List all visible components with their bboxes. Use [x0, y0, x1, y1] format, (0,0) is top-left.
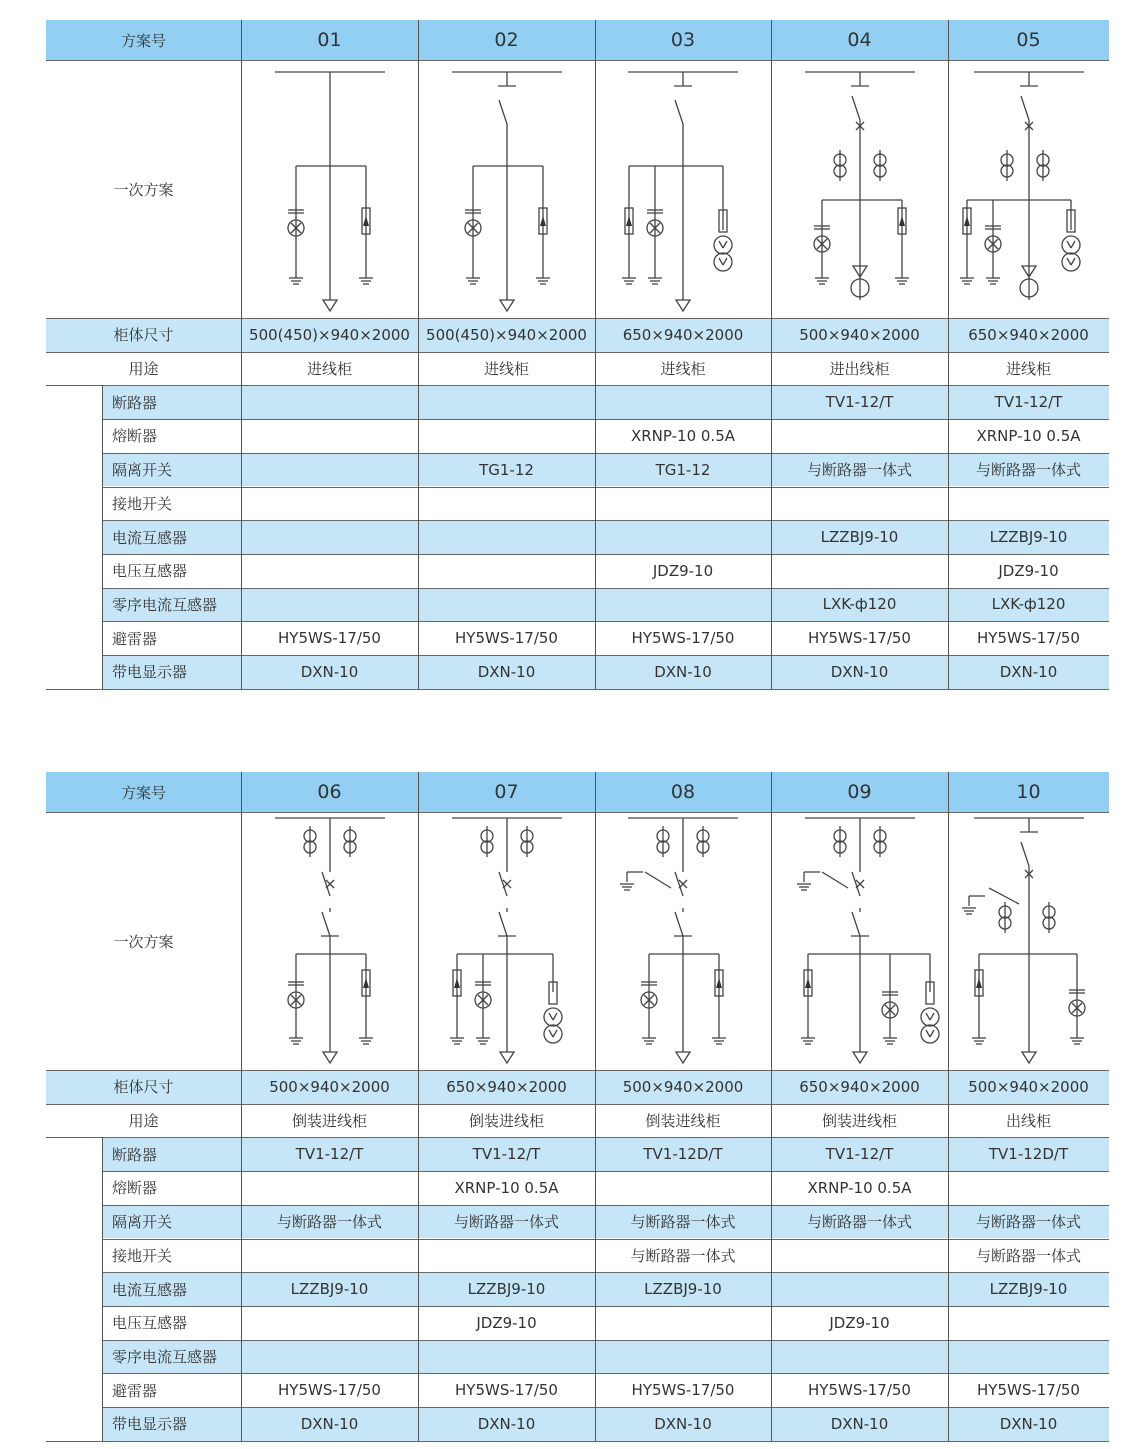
component-value: HY5WS-17/50 — [455, 1381, 558, 1400]
component-value: HY5WS-17/50 — [631, 1381, 735, 1400]
usage-value: 倒装进线柜 — [468, 1112, 544, 1131]
component-row — [102, 588, 1109, 622]
component-label: 带电显示器 — [112, 1415, 188, 1434]
component-row — [102, 453, 1109, 487]
component-value: 与断路器一体式 — [975, 461, 1081, 480]
component-value: LZZBJ9-10 — [989, 528, 1068, 547]
current-transformer-symbol — [344, 826, 356, 857]
scheme-number: 09 — [847, 781, 872, 803]
component-value — [241, 520, 418, 554]
ground-icon — [986, 278, 1000, 284]
scheme-number: 04 — [847, 29, 872, 51]
component-value: 与断路器一体式 — [806, 461, 912, 480]
current-transformer-symbol — [304, 826, 316, 857]
cabinet-size: 650×940×2000 — [446, 1077, 567, 1096]
ground-icon — [536, 278, 550, 284]
current-transformer-symbol — [834, 826, 846, 857]
disconnector-symbol — [499, 872, 507, 896]
plug-contact-symbol — [674, 72, 692, 86]
plug-contact-symbol — [851, 72, 869, 86]
component-value: HY5WS-17/50 — [278, 1381, 381, 1400]
component-row — [46, 419, 1109, 453]
component-label: 零序电流互感器 — [112, 1347, 218, 1366]
component-label: 电压互感器 — [112, 1314, 188, 1333]
component-label: 隔离开关 — [112, 1213, 173, 1232]
ground-icon — [642, 1038, 656, 1044]
current-transformer-symbol — [1037, 150, 1049, 181]
component-value: TV1-12/T — [472, 1145, 541, 1164]
component-value: LZZBJ9-10 — [820, 528, 899, 547]
usage-value: 进线柜 — [483, 360, 529, 379]
grid-line — [102, 487, 1109, 488]
ground-icon — [801, 1038, 815, 1044]
grid-line — [46, 1441, 1109, 1442]
ground-icon — [466, 278, 480, 284]
component-row — [46, 554, 1109, 588]
component-row — [102, 1272, 1109, 1306]
plug-contact-symbol — [1020, 818, 1038, 832]
earthing-switch-symbol — [804, 872, 848, 888]
component-row — [102, 1205, 1109, 1239]
earthing-switch-symbol — [969, 888, 1019, 906]
breaker-cross-symbol — [679, 880, 687, 888]
primary-scheme-diagram — [948, 812, 1109, 1070]
ground-icon — [450, 1038, 464, 1044]
component-value: DXN-10 — [300, 662, 359, 681]
primary-scheme-diagram — [418, 60, 595, 318]
component-value: TV1-12/T — [825, 393, 894, 412]
component-value — [595, 520, 771, 554]
cabinet-size: 500×940×2000 — [799, 325, 920, 344]
disconnector-symbol — [675, 100, 683, 124]
component-value: 与断路器一体式 — [806, 1213, 912, 1232]
component-value — [595, 1340, 771, 1374]
primary-scheme-label: 一次方案 — [113, 180, 174, 199]
isolator-symbol — [675, 912, 683, 936]
component-value — [241, 554, 418, 588]
component-value: LZZBJ9-10 — [290, 1280, 369, 1299]
ground-icon — [289, 278, 303, 284]
grid-line — [102, 588, 1109, 589]
usage-label: 用途 — [128, 360, 159, 379]
component-value — [418, 487, 595, 521]
component-value: 与断路器一体式 — [276, 1213, 382, 1232]
ground-icon — [797, 884, 811, 890]
component-value — [771, 554, 948, 588]
component-value — [595, 1306, 771, 1340]
component-value: DXN-10 — [477, 662, 536, 681]
component-row — [102, 520, 1109, 554]
current-transformer-symbol — [481, 826, 493, 857]
isolator-symbol — [499, 912, 507, 936]
component-value: LZZBJ9-10 — [644, 1280, 722, 1299]
grid-line — [102, 1272, 1109, 1273]
usage-row — [46, 1104, 1109, 1138]
component-value — [418, 588, 595, 622]
component-value: 与断路器一体式 — [630, 1246, 736, 1265]
component-value: JDZ9-10 — [998, 561, 1059, 580]
component-row — [102, 1137, 1109, 1171]
ground-icon — [648, 278, 662, 284]
cabinet-size: 500×940×2000 — [622, 1077, 744, 1096]
ground-icon — [895, 278, 909, 284]
current-transformer-symbol — [874, 150, 886, 181]
component-value: HY5WS-17/50 — [631, 629, 735, 648]
disconnector-symbol — [499, 100, 507, 124]
component-row — [46, 487, 1109, 521]
usage-value: 出线柜 — [1005, 1112, 1051, 1131]
usage-value: 倒装进线柜 — [645, 1112, 721, 1131]
grid-line — [46, 318, 1109, 319]
component-value — [418, 419, 595, 453]
component-value — [595, 385, 771, 419]
component-value: 与断路器一体式 — [630, 1213, 736, 1232]
cabinet-size: 500(450)×940×2000 — [249, 325, 410, 344]
component-value: DXN-10 — [830, 662, 889, 681]
component-value — [771, 487, 948, 521]
ground-icon — [476, 1038, 490, 1044]
cabinet-size: 650×940×2000 — [799, 1077, 920, 1096]
component-label: 零序电流互感器 — [112, 595, 218, 614]
usage-value: 进线柜 — [1005, 360, 1051, 379]
component-value: DXN-10 — [654, 1414, 712, 1433]
isolator-symbol — [852, 912, 860, 936]
ground-icon — [815, 278, 829, 284]
component-value: DXN-10 — [300, 1414, 359, 1433]
grid-line — [102, 1205, 1109, 1206]
usage-row — [46, 352, 1109, 386]
component-value: HY5WS-17/50 — [455, 629, 558, 648]
voltage-transformer-symbol — [714, 236, 732, 271]
disconnector-symbol — [852, 872, 860, 896]
grid-line — [102, 554, 1109, 555]
primary-scheme-diagram — [241, 812, 418, 1070]
grid-line — [46, 1137, 1109, 1138]
ground-icon — [620, 884, 634, 890]
component-value: TV1-12/T — [825, 1145, 894, 1164]
grid-line — [102, 655, 1109, 656]
usage-value: 倒装进线柜 — [821, 1112, 897, 1131]
component-value — [241, 385, 418, 419]
component-row — [102, 1340, 1109, 1374]
current-transformer-symbol — [697, 826, 709, 857]
current-transformer-symbol — [874, 826, 886, 857]
current-transformer-symbol — [999, 902, 1011, 933]
component-value: DXN-10 — [654, 662, 712, 681]
ground-icon — [962, 908, 976, 914]
disconnector-symbol — [852, 96, 860, 120]
grid-line — [102, 385, 103, 688]
grid-line — [102, 1137, 103, 1440]
component-label: 避雷器 — [112, 629, 158, 648]
earthing-switch-symbol — [627, 872, 671, 888]
component-value: TV1-12/T — [295, 1145, 364, 1164]
component-value — [418, 1340, 595, 1374]
grid-line — [46, 352, 1109, 353]
component-row — [102, 385, 1109, 419]
cable-terminal-symbol — [1022, 1052, 1036, 1063]
component-value: LXK-ф120 — [991, 595, 1066, 614]
component-value — [948, 487, 1109, 521]
component-label: 带电显示器 — [112, 663, 188, 682]
scheme-number: 07 — [494, 781, 519, 803]
component-value: LXK-ф120 — [822, 595, 897, 614]
scheme-number: 03 — [670, 29, 696, 51]
scheme-number: 06 — [317, 781, 342, 803]
grid-line — [102, 621, 1109, 622]
component-value — [595, 487, 771, 521]
usage-value: 进线柜 — [660, 360, 706, 379]
cabinet-size: 500×940×2000 — [269, 1077, 390, 1096]
component-value: XRNP-10 0.5A — [454, 1178, 559, 1197]
scheme-number: 02 — [494, 29, 519, 51]
grid-line — [102, 1340, 1109, 1341]
component-row — [102, 655, 1109, 689]
component-value — [771, 419, 948, 453]
grid-line — [102, 453, 1109, 454]
grid-line — [102, 1407, 1109, 1408]
component-value — [948, 1171, 1109, 1205]
component-value: TV1-12D/T — [988, 1145, 1069, 1164]
component-value: HY5WS-17/50 — [977, 629, 1080, 648]
ground-icon — [289, 1038, 303, 1044]
component-value — [771, 1272, 948, 1306]
component-label: 熔断器 — [112, 1179, 158, 1198]
plug-contact-symbol — [498, 72, 516, 86]
component-label: 电流互感器 — [112, 528, 188, 547]
current-transformer-symbol — [1001, 150, 1013, 181]
cable-terminal-symbol — [323, 1052, 337, 1063]
size-label: 柜体尺寸 — [113, 1078, 174, 1097]
ground-icon — [622, 278, 636, 284]
component-value — [241, 453, 418, 487]
component-value: DXN-10 — [477, 1414, 536, 1433]
size-row — [46, 318, 1109, 352]
component-value: XRNP-10 0.5A — [976, 426, 1081, 445]
current-transformer-symbol — [1043, 902, 1055, 933]
component-row — [46, 621, 1109, 655]
grid-line — [46, 385, 1109, 386]
grid-line — [102, 419, 1109, 420]
component-value: JDZ9-10 — [652, 561, 714, 580]
primary-scheme-diagram — [948, 60, 1109, 318]
cable-terminal-symbol — [500, 300, 514, 311]
isolator-symbol — [322, 912, 330, 936]
ground-icon — [359, 1038, 373, 1044]
scheme-no-label: 方案号 — [120, 783, 166, 802]
primary-scheme-label: 一次方案 — [113, 932, 174, 951]
ground-icon — [883, 1038, 897, 1044]
ground-icon — [960, 278, 974, 284]
voltage-transformer-symbol — [1062, 236, 1080, 271]
primary-scheme-diagram — [595, 60, 771, 318]
usage-value: 进线柜 — [306, 360, 352, 379]
cabinet-size: 500×940×2000 — [968, 1077, 1089, 1096]
component-value: HY5WS-17/50 — [278, 629, 381, 648]
component-value: TV1-12/T — [994, 393, 1063, 412]
scheme-number: 08 — [670, 781, 696, 803]
component-value: TG1-12 — [479, 460, 534, 479]
component-value: LZZBJ9-10 — [467, 1280, 546, 1299]
component-value: JDZ9-10 — [829, 1313, 890, 1332]
ground-icon — [359, 278, 373, 284]
component-row — [102, 1407, 1109, 1441]
current-transformer-symbol — [521, 826, 533, 857]
cabinet-size: 650×940×2000 — [968, 325, 1089, 344]
component-label: 断路器 — [112, 393, 158, 412]
component-value — [241, 1171, 418, 1205]
breaker-cross-symbol — [856, 880, 864, 888]
component-value — [595, 1171, 771, 1205]
component-label: 熔断器 — [112, 427, 158, 446]
component-value: DXN-10 — [830, 1414, 889, 1433]
disconnector-symbol — [675, 872, 683, 896]
component-label: 接地开关 — [112, 494, 173, 513]
component-value: 与断路器一体式 — [975, 1213, 1081, 1232]
current-transformer-symbol — [657, 826, 669, 857]
component-value — [771, 1239, 948, 1273]
component-value — [418, 554, 595, 588]
component-value: TG1-12 — [655, 460, 711, 479]
scheme-number: 05 — [1016, 29, 1041, 51]
ground-icon — [712, 1038, 726, 1044]
ground-icon — [972, 1038, 986, 1044]
grid-line — [102, 1239, 1109, 1240]
component-value — [241, 1306, 418, 1340]
ground-icon — [1070, 1038, 1084, 1044]
scheme-no-label: 方案号 — [120, 31, 166, 50]
primary-scheme-diagram — [595, 812, 771, 1070]
component-label: 避雷器 — [112, 1381, 158, 1400]
usage-label: 用途 — [128, 1112, 159, 1131]
header-row — [46, 20, 1109, 60]
plug-contact-symbol — [1020, 72, 1038, 86]
size-row — [46, 1070, 1109, 1104]
component-value — [771, 1340, 948, 1374]
cabinet-size: 500(450)×940×2000 — [426, 325, 587, 344]
primary-scheme-diagram — [418, 812, 595, 1070]
component-value: DXN-10 — [999, 662, 1058, 681]
component-row — [46, 1373, 1109, 1407]
component-value — [241, 1239, 418, 1273]
component-label: 隔离开关 — [112, 461, 173, 480]
component-label: 接地开关 — [112, 1246, 173, 1265]
grid-line — [102, 1171, 1109, 1172]
component-value — [241, 419, 418, 453]
component-value: JDZ9-10 — [476, 1313, 537, 1332]
disconnector-symbol — [1021, 842, 1029, 866]
breaker-cross-symbol — [326, 880, 334, 888]
component-value: 与断路器一体式 — [453, 1213, 559, 1232]
component-value: HY5WS-17/50 — [808, 1381, 911, 1400]
scheme-number: 01 — [317, 29, 342, 51]
grid-line — [46, 689, 1109, 690]
usage-value: 进出线柜 — [829, 360, 890, 379]
component-value: TV1-12D/T — [643, 1145, 723, 1164]
scheme-number: 10 — [1016, 781, 1041, 803]
grid-line — [102, 520, 1109, 521]
component-value — [241, 1340, 418, 1374]
size-label: 柜体尺寸 — [113, 326, 174, 345]
primary-scheme-diagram — [771, 812, 948, 1070]
cable-terminal-symbol — [853, 1052, 867, 1063]
component-value: XRNP-10 0.5A — [630, 426, 736, 445]
grid-line — [46, 1104, 1109, 1105]
cabinet-size: 650×940×2000 — [622, 325, 744, 344]
voltage-transformer-symbol — [544, 1008, 562, 1043]
component-row — [46, 1171, 1109, 1205]
cable-terminal-symbol — [323, 300, 337, 311]
breaker-cross-symbol — [503, 880, 511, 888]
component-value — [418, 385, 595, 419]
component-value: LZZBJ9-10 — [989, 1280, 1068, 1299]
component-value: DXN-10 — [999, 1414, 1058, 1433]
grid-line — [46, 1070, 1109, 1071]
header-row — [46, 772, 1109, 812]
zero-sequence-ct-symbol — [851, 266, 869, 300]
disconnector-symbol — [1021, 96, 1029, 120]
cable-terminal-symbol — [676, 1052, 690, 1063]
component-value — [948, 1306, 1109, 1340]
zero-sequence-ct-symbol — [1020, 266, 1038, 300]
component-label: 电压互感器 — [112, 562, 188, 581]
current-transformer-symbol — [834, 150, 846, 181]
usage-value: 倒装进线柜 — [291, 1112, 367, 1131]
component-value — [595, 588, 771, 622]
cable-terminal-symbol — [676, 300, 690, 311]
component-value — [418, 520, 595, 554]
component-row — [46, 1239, 1109, 1273]
component-value — [241, 588, 418, 622]
grid-line — [102, 1373, 1109, 1374]
component-value — [241, 487, 418, 521]
component-value: HY5WS-17/50 — [808, 629, 911, 648]
primary-scheme-diagram — [771, 60, 948, 318]
grid-line — [102, 1306, 1109, 1307]
component-value: 与断路器一体式 — [975, 1246, 1081, 1265]
component-label: 电流互感器 — [112, 1280, 188, 1299]
voltage-transformer-symbol — [921, 1008, 939, 1043]
component-value — [418, 1239, 595, 1273]
component-label: 断路器 — [112, 1145, 158, 1164]
cable-terminal-symbol — [500, 1052, 514, 1063]
component-value: HY5WS-17/50 — [977, 1381, 1080, 1400]
component-row — [46, 1306, 1109, 1340]
component-value — [948, 1340, 1109, 1374]
component-value: XRNP-10 0.5A — [807, 1178, 912, 1197]
disconnector-symbol — [322, 872, 330, 896]
primary-scheme-diagram — [241, 60, 418, 318]
